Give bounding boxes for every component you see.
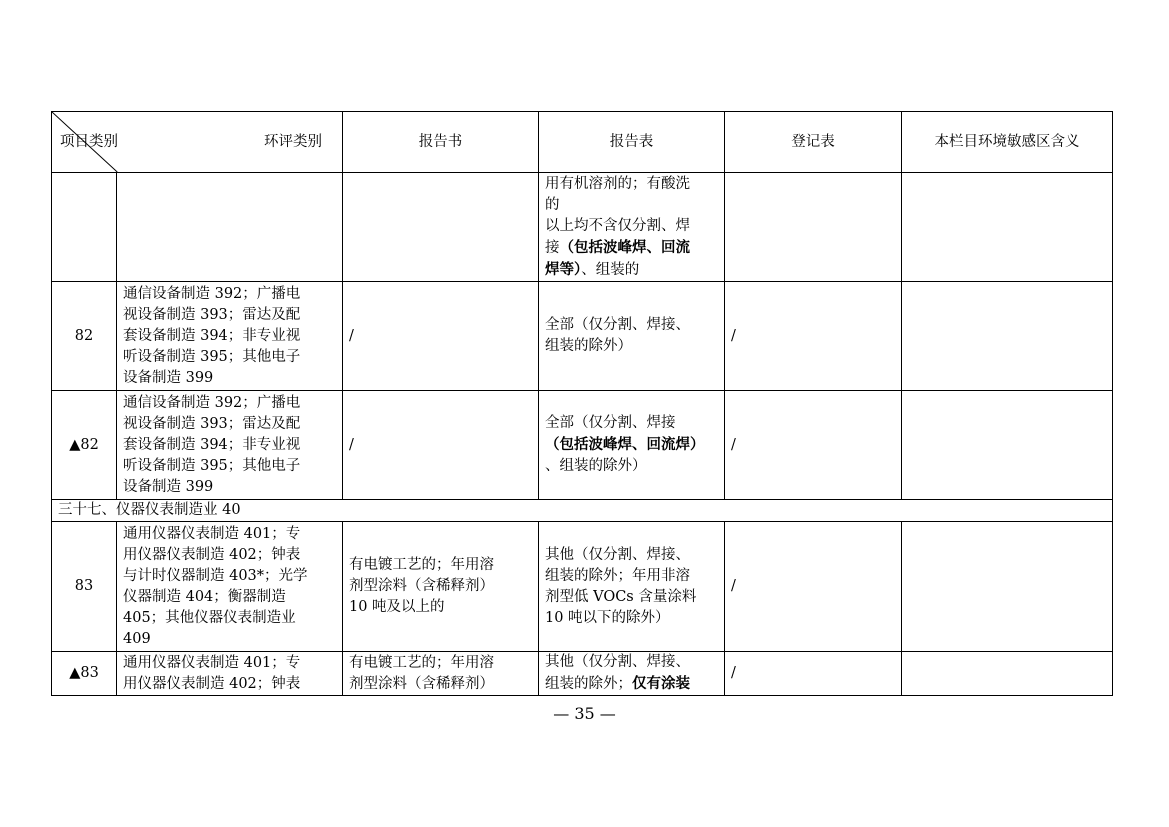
text-line: 全部（仅分割、焊接、 <box>545 317 690 333</box>
row-category <box>117 522 343 652</box>
text-line: 通信设备制造 392；广播电 <box>123 285 301 302</box>
header-project-category: 项目类别 <box>60 134 118 150</box>
text-line: 听设备制造 395；其他电子 <box>123 457 301 474</box>
header-report-form: 报告表 <box>539 112 725 173</box>
row-report-form <box>539 282 725 391</box>
row-report-book <box>343 652 539 696</box>
row-sensitive-area <box>902 522 1113 652</box>
text-line: 剂型低 VOCs 含量涂料 <box>545 588 697 605</box>
text-line: 剂型涂料（含稀释剂） <box>349 578 494 594</box>
bold-text: 焊等） <box>545 260 582 278</box>
row-category <box>117 391 343 500</box>
text-line: 有电镀工艺的；年用溶 <box>349 654 494 671</box>
text-line: 10 吨以下的除外） <box>545 609 670 626</box>
text-line: 与计时仪器制造 403*；光学 <box>123 567 308 584</box>
section-row <box>52 500 1113 522</box>
diagonal-header-cell <box>52 112 343 173</box>
row-number: 83 <box>52 522 117 652</box>
row-registration-form: / <box>725 282 902 391</box>
row-registration-form: / <box>725 652 902 696</box>
bold-text: 仅有涂装 <box>632 675 690 692</box>
bold-text: （包括波峰焊、回流焊） <box>545 436 705 453</box>
row-registration-form: / <box>725 522 902 652</box>
text-line: 通信设备制造 392；广播电 <box>123 394 301 411</box>
row-report-book <box>343 522 539 652</box>
row-number: ▲82 <box>52 391 117 500</box>
text-line: 视设备制造 393；雷达及配 <box>123 415 301 432</box>
text-line: 剂型涂料（含稀释剂） <box>349 675 494 692</box>
text-line: 组装的除外） <box>545 338 632 354</box>
text-line: 、组装的 <box>581 261 640 278</box>
row-report-form <box>539 652 725 696</box>
text-line: 用有机溶剂的；有酸洗 <box>545 175 690 192</box>
table-row <box>52 391 1113 500</box>
text-line: 仪器制造 404；衡器制造 <box>123 588 286 605</box>
text-line: 有电镀工艺的；年用溶 <box>349 557 494 573</box>
text-line: 组装的除外；年用非溶 <box>545 567 690 584</box>
table-row <box>52 173 1113 282</box>
section-title: 三十七、仪器仪表制造业 40 <box>52 500 1113 522</box>
text-line: 用仪器仪表制造 402；钟表 <box>123 675 301 692</box>
text-line: 、组装的除外） <box>545 458 647 474</box>
row-report-book: / <box>343 391 539 500</box>
text-line: 405；其他仪器仪表制造业 <box>123 609 296 626</box>
row-sensitive-area <box>902 282 1113 391</box>
text-line: 的 <box>545 196 560 213</box>
row-registration-form: / <box>725 391 902 500</box>
row-number: 82 <box>52 282 117 391</box>
row-report-form <box>539 522 725 652</box>
row-category <box>117 173 343 282</box>
text-line: 接 <box>545 239 560 256</box>
bold-text: （包括波峰焊、回流 <box>559 238 690 256</box>
text-line: 套设备制造 394；非专业视 <box>123 327 301 344</box>
row-report-form <box>539 391 725 500</box>
text-line: 视设备制造 393；雷达及配 <box>123 306 301 323</box>
text-line: 设备制造 399 <box>123 369 214 386</box>
row-report-book: / <box>343 282 539 391</box>
row-category <box>117 282 343 391</box>
text-line: 通用仪器仪表制造 401；专 <box>123 525 301 542</box>
header-report-book: 报告书 <box>343 112 539 173</box>
table-row <box>52 522 1113 652</box>
header-eia-category: 环评类别 <box>264 134 322 150</box>
header-registration-form: 登记表 <box>725 112 902 173</box>
eia-classification-table <box>51 111 1113 696</box>
row-number <box>52 173 117 282</box>
text-line: 其他（仅分割、焊接、 <box>545 546 690 563</box>
row-number: ▲83 <box>52 652 117 696</box>
table-row <box>52 652 1113 696</box>
text-line: 设备制造 399 <box>123 478 214 495</box>
page-number: — 35 — <box>553 704 616 723</box>
text-line: 通用仪器仪表制造 401；专 <box>123 654 301 671</box>
row-sensitive-area <box>902 391 1113 500</box>
row-sensitive-area <box>902 652 1113 696</box>
row-report-form <box>539 173 725 282</box>
table-row <box>52 282 1113 391</box>
row-category <box>117 652 343 696</box>
text-line: 听设备制造 395；其他电子 <box>123 348 301 365</box>
text-line: 用仪器仪表制造 402；钟表 <box>123 546 301 563</box>
row-registration-form <box>725 173 902 282</box>
text-line: 10 吨及以上的 <box>349 599 445 615</box>
header-sensitive-area: 本栏目环境敏感区含义 <box>902 112 1113 173</box>
text-line: 409 <box>123 630 151 647</box>
header-row <box>52 112 1113 173</box>
text-line: 组装的除外； <box>545 676 632 692</box>
text-line: 其他（仅分割、焊接、 <box>545 654 690 670</box>
row-report-book <box>343 173 539 282</box>
text-line: 全部（仅分割、焊接 <box>545 415 676 431</box>
text-line: 套设备制造 394；非专业视 <box>123 436 301 453</box>
row-sensitive-area <box>902 173 1113 282</box>
text-line: 以上均不含仅分割、焊 <box>545 217 690 234</box>
